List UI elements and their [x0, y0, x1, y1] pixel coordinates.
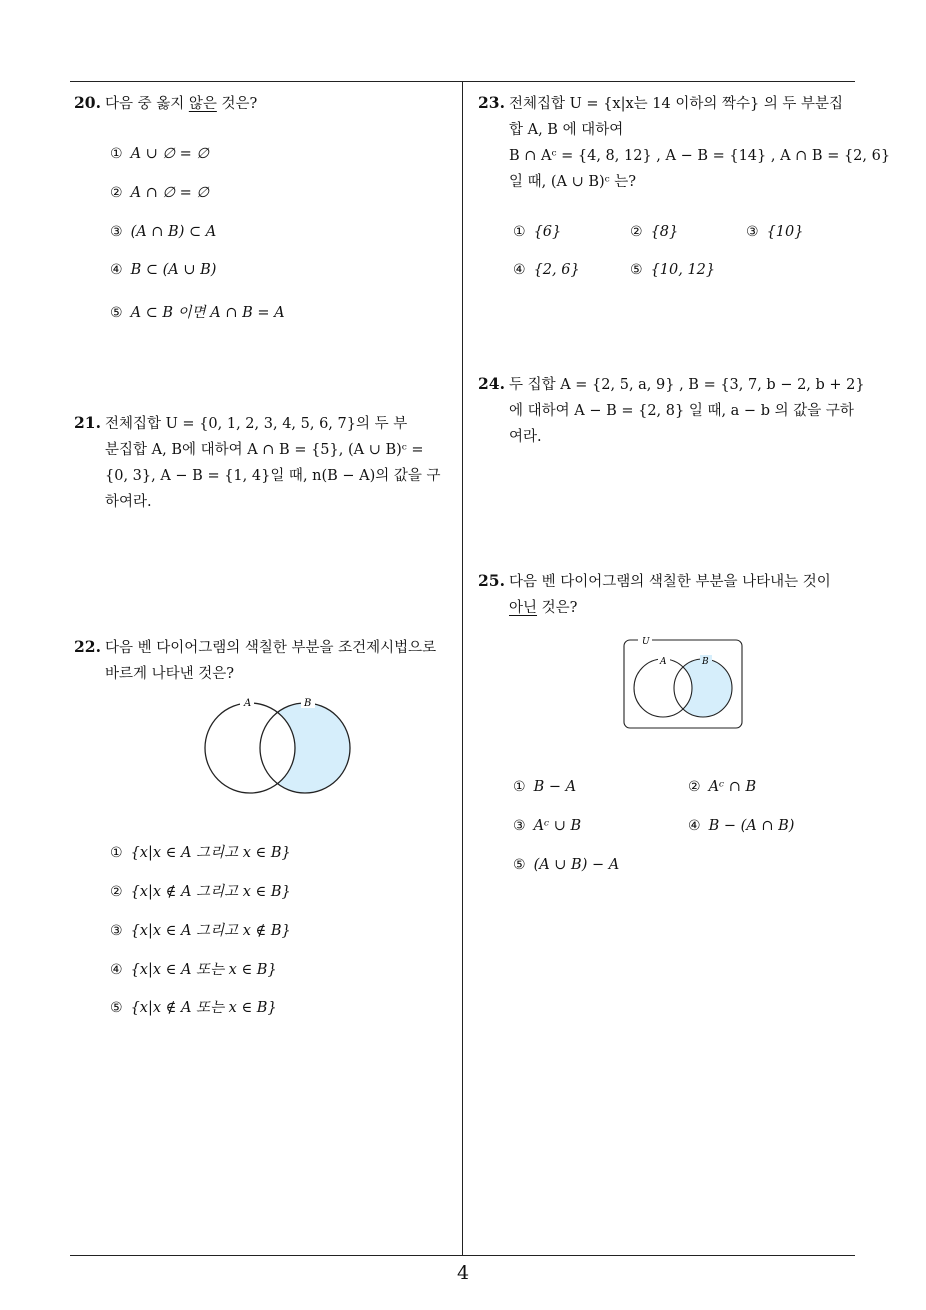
question-number: 21.	[74, 413, 101, 432]
q22-option-3[interactable]: ③ {x|x ∈ A 그리고 x ∉ B}	[110, 923, 291, 939]
question-stem-line: 전체집합 U = {x|x는 14 이하의 짝수} 의 두 부분집	[508, 96, 844, 112]
question-stem-line: 다음 벤 다이어그램의 색칠한 부분을 나타내는 것이	[508, 574, 831, 590]
q20-option-3[interactable]: ③ (A ∩ B) ⊂ A	[110, 224, 217, 240]
question-number: 23.	[478, 93, 505, 112]
q22-option-1[interactable]: ① {x|x ∈ A 그리고 x ∈ B}	[110, 845, 291, 861]
question-21	[74, 410, 459, 515]
venn-label-b: B	[702, 657, 709, 667]
q25-option-3[interactable]: ③ Aᶜ ∪ B	[513, 818, 582, 834]
bottom-rule	[70, 1255, 855, 1256]
q22-option-5[interactable]: ⑤ {x|x ∉ A 또는 x ∈ B}	[110, 1000, 277, 1016]
question-stem-line: 여라.	[509, 429, 542, 445]
venn-diagram-25	[620, 632, 748, 732]
q22-option-4[interactable]: ④ {x|x ∈ A 또는 x ∈ B}	[110, 962, 277, 978]
q20-option-2[interactable]: ② A ∩ ∅ = ∅	[110, 185, 210, 201]
question-stem-line: 바르게 나타낸 것은?	[105, 666, 235, 682]
q25-option-2[interactable]: ② Aᶜ ∩ B	[688, 779, 757, 795]
q20-option-5[interactable]: ⑤ A ⊂ B 이면 A ∩ B = A	[110, 305, 285, 321]
question-stem-line: 일 때, (A ∪ B)ᶜ 는?	[509, 174, 637, 190]
question-stem-line: 분집합 A, B에 대하여 A ∩ B = {5}, (A ∪ B)ᶜ =	[105, 442, 424, 458]
q25-option-5[interactable]: ⑤ (A ∪ B) − A	[513, 857, 620, 873]
question-stem-line: 합 A, B 에 대하여	[509, 122, 624, 138]
question-stem-line: 아닌 것은?	[509, 600, 578, 616]
question-stem-line: 전체집합 U = {0, 1, 2, 3, 4, 5, 6, 7}의 두 부	[104, 416, 408, 432]
question-number: 22.	[74, 637, 101, 656]
question-24	[478, 371, 865, 450]
question-stem-line: {0, 3}, A − B = {1, 4}일 때, n(B − A)의 값을 구	[105, 468, 441, 484]
q25-option-4[interactable]: ④ B − (A ∩ B)	[688, 818, 795, 834]
q20-option-4[interactable]: ④ B ⊂ (A ∪ B)	[110, 262, 217, 278]
q20-option-1[interactable]: ① A ∪ ∅ = ∅	[110, 146, 210, 162]
venn-label-a: A	[244, 698, 252, 709]
venn-label-a: A	[660, 657, 667, 667]
question-stem-line: 다음 벤 다이어그램의 색칠한 부분을 조건제시법으로	[104, 640, 437, 656]
question-stem-line: 두 집합 A = {2, 5, a, 9} , B = {3, 7, b − 2, b + 2}	[508, 377, 865, 393]
venn-label-b: B	[304, 698, 312, 709]
question-stem-line: 하여라.	[105, 494, 152, 510]
venn-diagram-22	[195, 692, 365, 797]
q23-option-5[interactable]: ⑤ {10, 12}	[630, 262, 716, 278]
question-number: 20.	[74, 93, 101, 112]
question-20	[74, 90, 257, 117]
q22-option-2[interactable]: ② {x|x ∉ A 그리고 x ∈ B}	[110, 884, 291, 900]
venn-label-u: U	[642, 637, 650, 647]
column-divider	[462, 82, 463, 1255]
q25-option-1[interactable]: ① B − A	[513, 779, 577, 795]
question-stem-line: 에 대하여 A − B = {2, 8} 일 때, a − b 의 값을 구하	[509, 403, 854, 419]
question-23	[478, 90, 891, 195]
question-stem-line: B ∩ Aᶜ = {4, 8, 12} , A − B = {14} , A ∩ B = {2, 6}	[509, 148, 891, 164]
q23-option-4[interactable]: ④ {2, 6}	[513, 262, 580, 278]
question-25	[478, 568, 860, 621]
page-number: 4	[456, 1262, 470, 1284]
question-22	[74, 634, 459, 687]
q23-option-3[interactable]: ③ {10}	[746, 224, 804, 240]
question-number: 24.	[478, 374, 505, 393]
q23-option-1[interactable]: ① {6}	[513, 224, 562, 240]
question-number: 25.	[478, 571, 505, 590]
question-stem: 다음 중 옳지 않은 것은?	[104, 96, 258, 112]
q23-option-2[interactable]: ② {8}	[630, 224, 679, 240]
